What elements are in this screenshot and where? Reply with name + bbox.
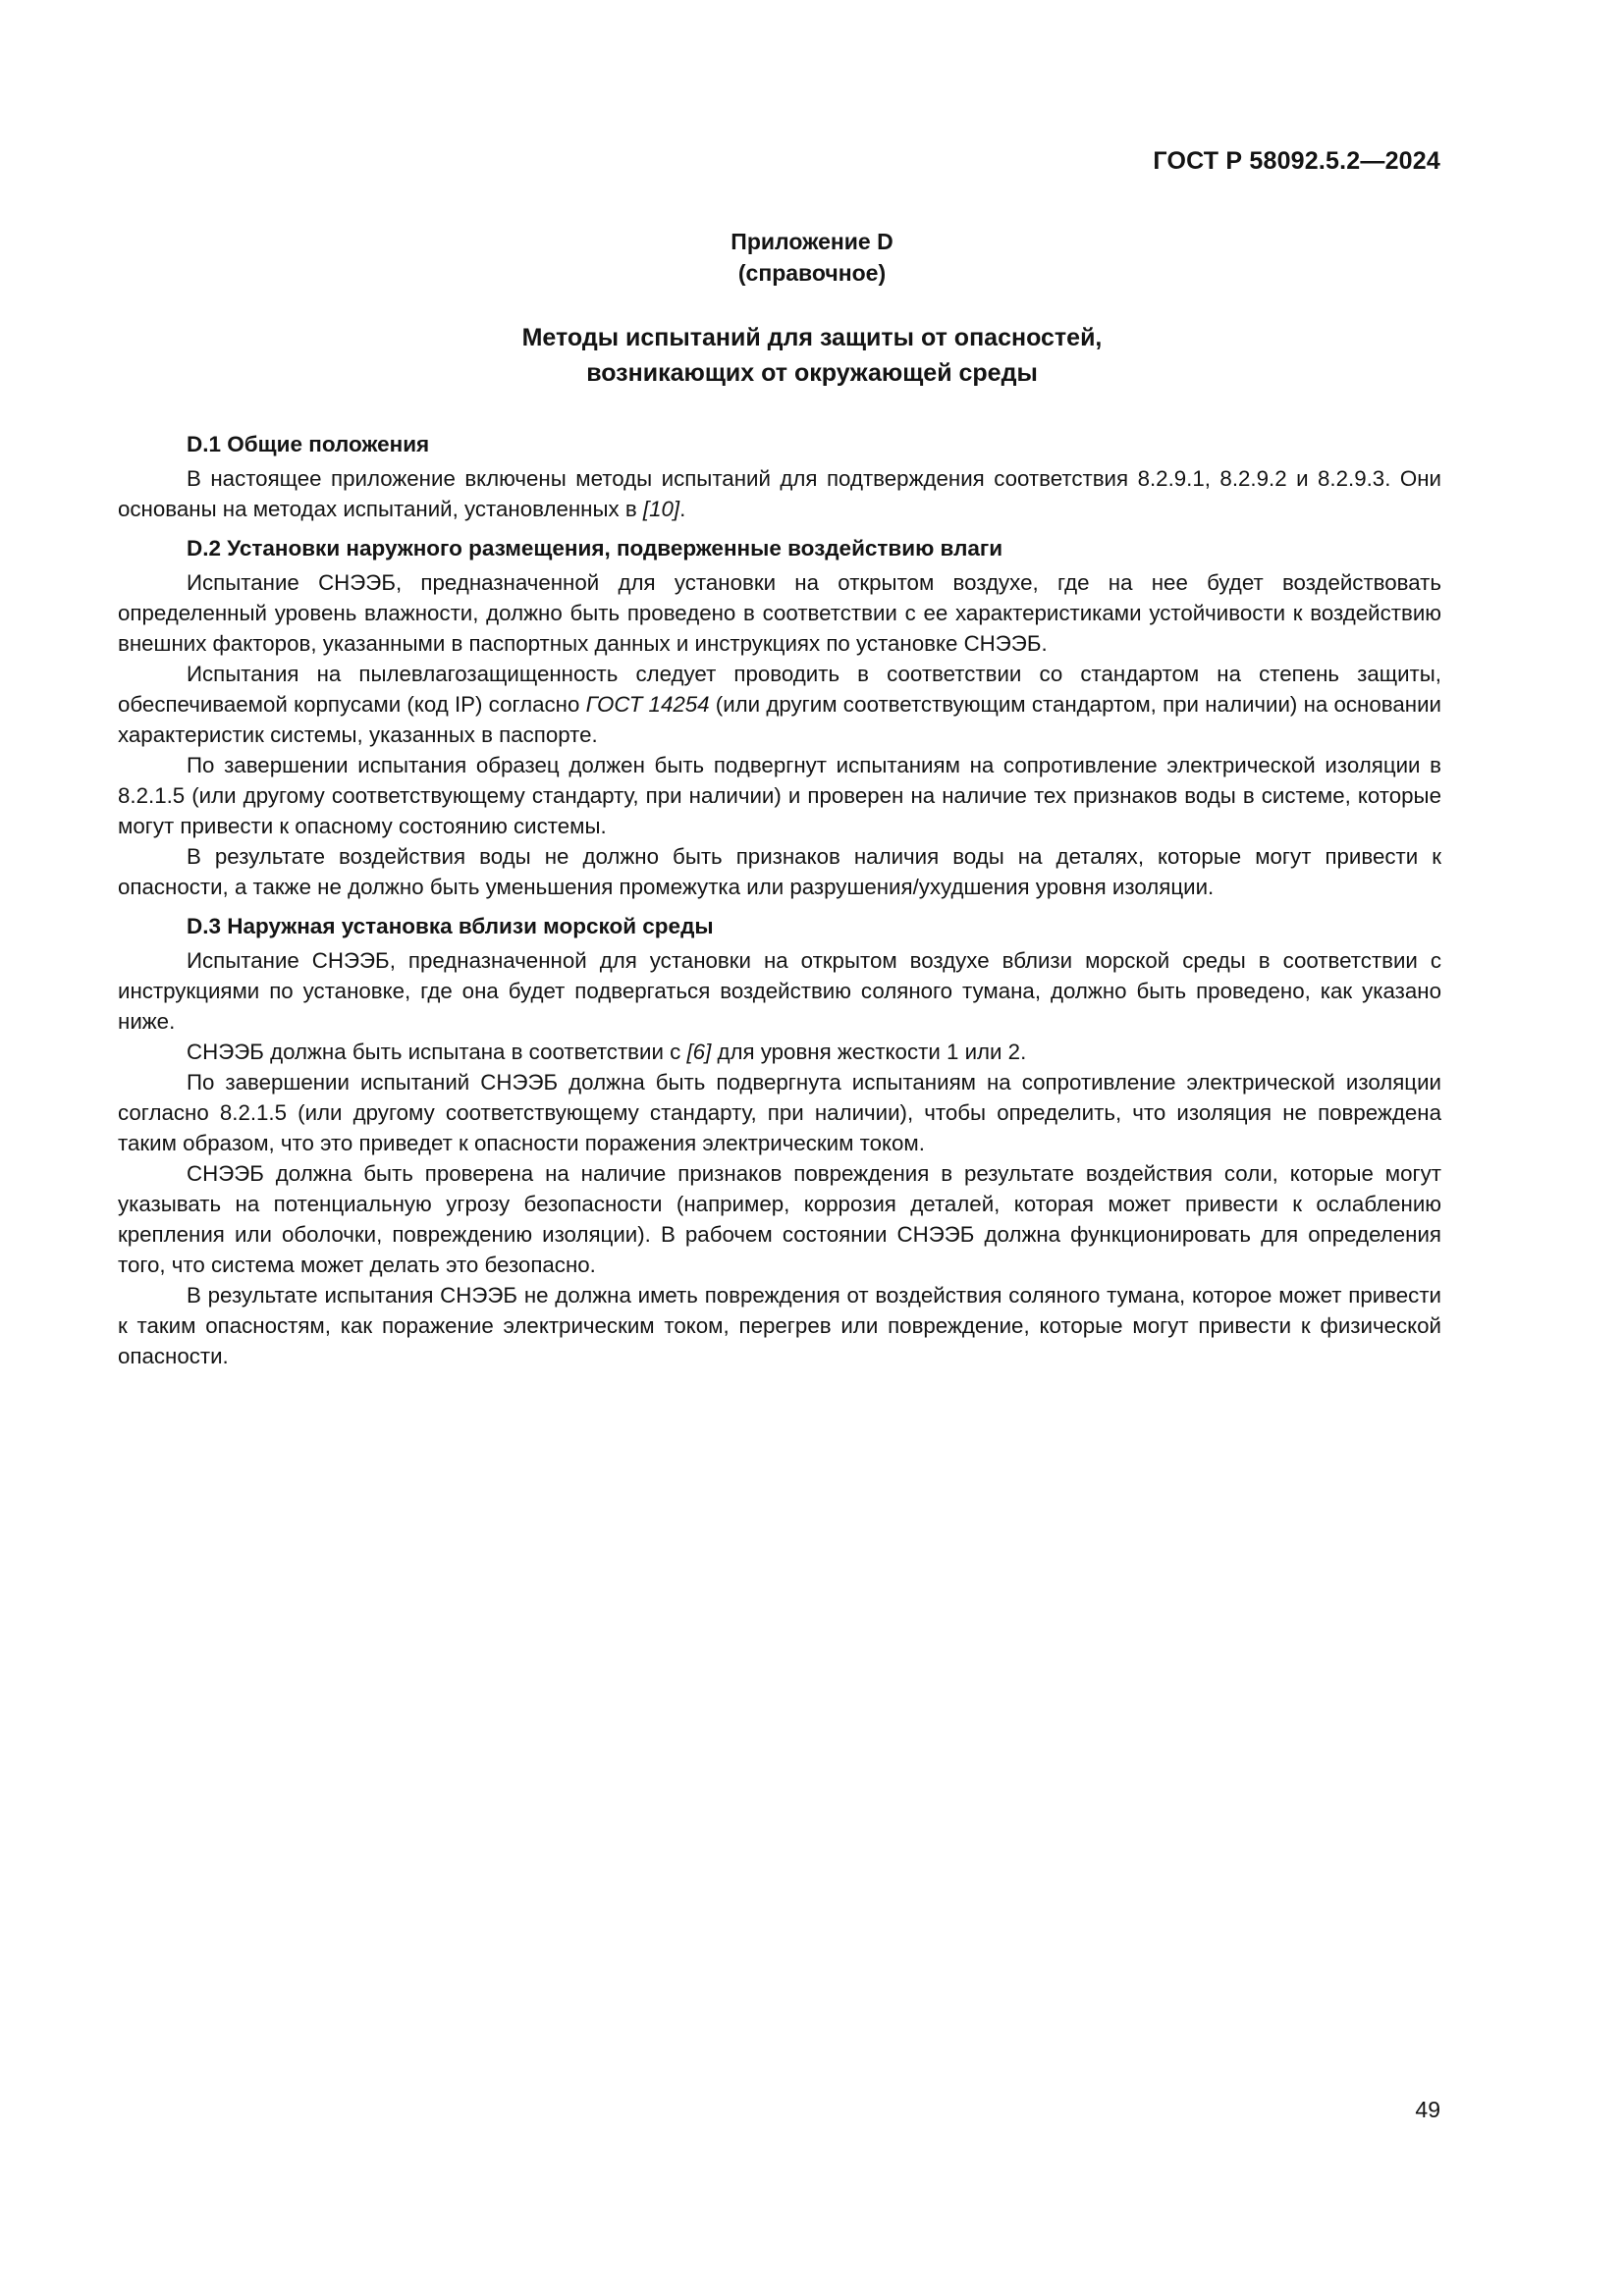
paragraph <box>118 463 1441 524</box>
paragraph: По завершении испытания образец должен быть подвергнут испытаниям на сопротивление электрической изоляции в 8.2.1.5 (или другому соответствующему стандарту, при наличии) и проверен на наличие тех признаков воды в системе, которые могут привести к опасному состоянию системы. <box>118 753 1441 838</box>
paragraph <box>118 1037 1441 1067</box>
page-title <box>0 320 1624 391</box>
section-heading-d3: D.3 Наружная установка вблизи морской среды <box>187 914 714 938</box>
paragraph-text: Испытания на пылевлагозащищенность следует проводить в соответствии со стандартом на степень защиты, обеспечиваемой корпусами (код IP) согласно <box>118 662 1441 717</box>
appendix-label: Приложение D <box>731 229 893 254</box>
page-title-line-2: возникающих от окружающей среды <box>586 359 1038 387</box>
paragraph: В результате воздействия воды не должно быть признаков наличия воды на деталях, которые могут привести к опасности, а также не должно быть уменьшения промежутка или разрушения/ухудшения уровня изоляции. <box>118 844 1441 899</box>
document-code: ГОСТ Р 58092.5.2—2024 <box>1153 147 1440 175</box>
page-number: 49 <box>1415 2097 1440 2122</box>
reference: ГОСТ 14254 <box>585 692 710 717</box>
document-body <box>118 429 1441 1371</box>
appendix-status: (справочное) <box>737 260 887 286</box>
paragraph: По завершении испытаний СНЭЭБ должна быть подвергнута испытаниям на сопротивление электрической изоляции согласно 8.2.1.5 (или другому соответствующему стандарту, при наличии), чтобы определить, что изоляция не повреждена таким образом, что это приведет к опасности поражения электрическим током. <box>118 1070 1441 1155</box>
section-heading-d1: D.1 Общие положения <box>187 432 430 456</box>
page-title-line-1: Методы испытаний для защиты от опасностей, <box>521 324 1103 351</box>
paragraph: Испытание СНЭЭБ, предназначенной для установки на открытом воздухе, где на нее будет воздействовать определенный уровень влажности, должно быть проведено в соответствии с ее характеристиками устойчивости к воздействию внешних факторов, указанными в паспортных данных и инструкциях по установке СНЭЭБ. <box>118 570 1441 656</box>
paragraph <box>118 659 1441 750</box>
reference: [6] <box>686 1040 712 1064</box>
paragraph-text: . <box>679 497 686 521</box>
paragraph-text: для уровня жесткости 1 или 2. <box>711 1040 1027 1064</box>
paragraph: СНЭЭБ должна быть проверена на наличие признаков повреждения в результате воздействия соли, которые могут указывать на потенциальную угрозу безопасности (например, коррозия деталей, которая может привести к ослаблению крепления или оболочки, повреждению изоляции). В рабочем состоянии СНЭЭБ должна функционировать для определения того, что система может делать это безопасно. <box>118 1161 1441 1277</box>
paragraph-text: (или другим соответствующим стандартом, при наличии) на основании характеристик системы, указанных в паспорте. <box>118 692 1441 747</box>
appendix-heading <box>0 226 1624 289</box>
paragraph-text: СНЭЭБ должна быть испытана в соответствии с <box>187 1040 687 1064</box>
section-heading-d2: D.2 Установки наружного размещения, подверженные воздействию влаги <box>187 536 1003 561</box>
paragraph: Испытание СНЭЭБ, предназначенной для установки на открытом воздухе вблизи морской среды в соответствии с инструкциями по установке, где она будет подвергаться воздействию соляного тумана, должно быть проведено, как указано ниже. <box>118 948 1441 1034</box>
paragraph-text: В настоящее приложение включены методы испытаний для подтверждения соответствия 8.2.9.1, 8.2.9.2 и 8.2.9.3. Они основаны на методах испытаний, установленных в <box>118 466 1441 521</box>
paragraph: В результате испытания СНЭЭБ не должна иметь повреждения от воздействия соляного тумана, которое может привести к таким опасностям, как поражение электрическим током, перегрев или повреждение, которые могут привести к физической опасности. <box>118 1283 1441 1368</box>
reference: [10] <box>642 497 680 521</box>
